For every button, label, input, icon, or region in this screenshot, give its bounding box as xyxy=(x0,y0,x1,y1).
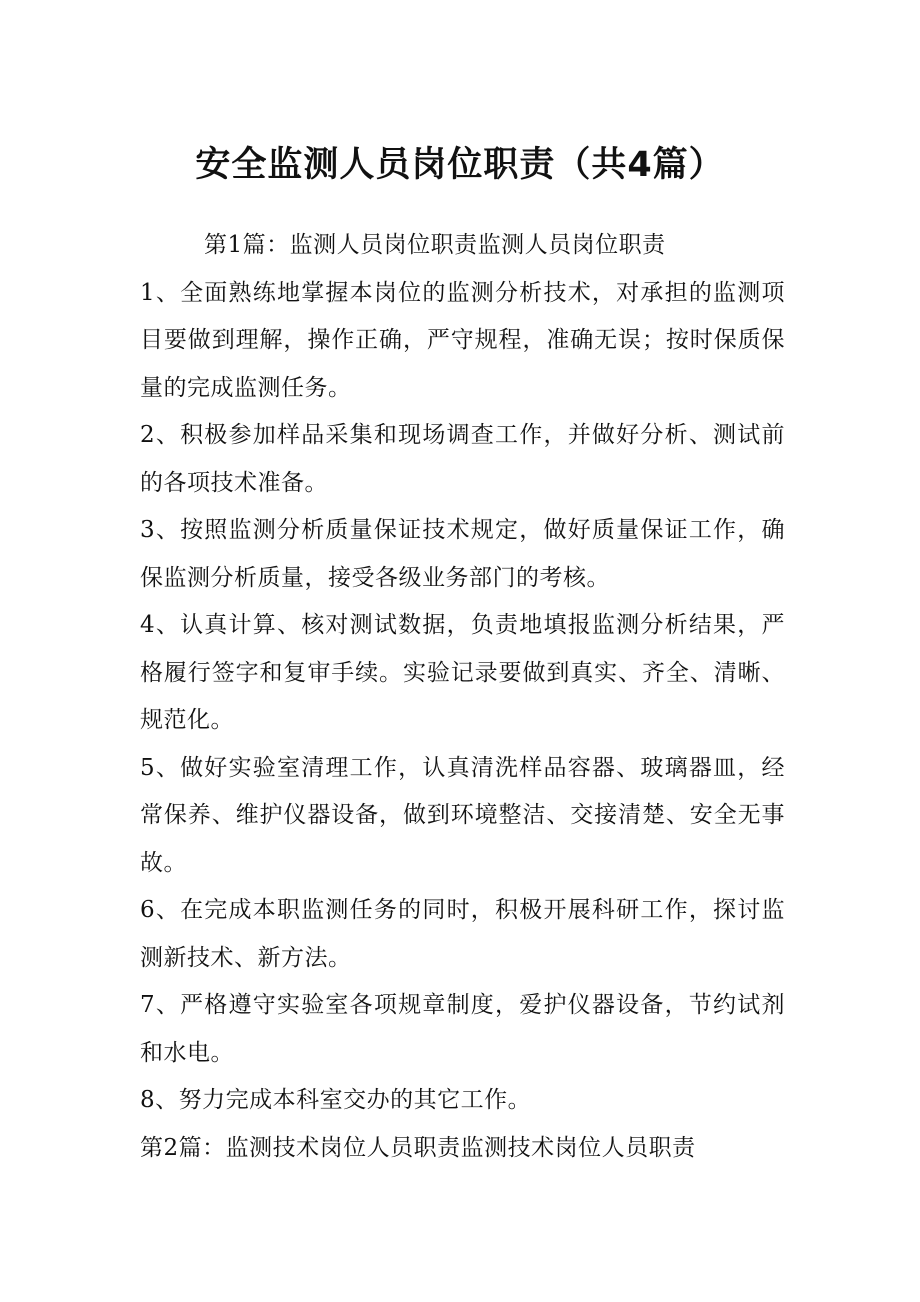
document-body xyxy=(140,222,785,1172)
duty-item-5: 5、做好实验室清理工作，认真清洗样品容器、玻璃器皿，经常保养、维护仪器设备，做到环境整洁、交接清楚、安全无事故。 xyxy=(140,754,785,876)
duty-item-7: 7、严格遵守实验室各项规章制度，爱护仪器设备，节约试剂和水电。 xyxy=(140,992,785,1066)
duty-item-8: 8、努力完成本科室交办的其它工作。 xyxy=(140,1087,532,1113)
duty-item-2: 2、积极参加样品采集和现场调查工作，并做好分析、测试前的各项技术准备。 xyxy=(140,422,785,496)
duty-item-6: 6、在完成本职监测任务的同时，积极开展科研工作，探讨监测新技术、新方法。 xyxy=(140,897,785,971)
duty-item-3: 3、按照监测分析质量保证技术规定，做好质量保证工作，确保监测分析质量，接受各级业务部门的考核。 xyxy=(140,517,785,591)
section-heading-2: 第2篇：监测技术岗位人员职责监测技术岗位人员职责 xyxy=(140,1134,696,1161)
duty-item-1: 1、全面熟练地掌握本岗位的监测分析技术，对承担的监测项目要做到理解，操作正确，严守规程，准确无误；按时保质保量的完成监测任务。 xyxy=(140,279,785,401)
document-title: 安全监测人员岗位职责（共4篇） xyxy=(195,145,725,185)
section-heading-1: 第1篇：监测人员岗位职责监测人员岗位职责 xyxy=(204,232,666,258)
duty-item-4: 4、认真计算、核对测试数据，负责地填报监测分析结果，严格履行签字和复审手续。实验记录要做到真实、齐全、清晰、规范化。 xyxy=(140,612,785,733)
